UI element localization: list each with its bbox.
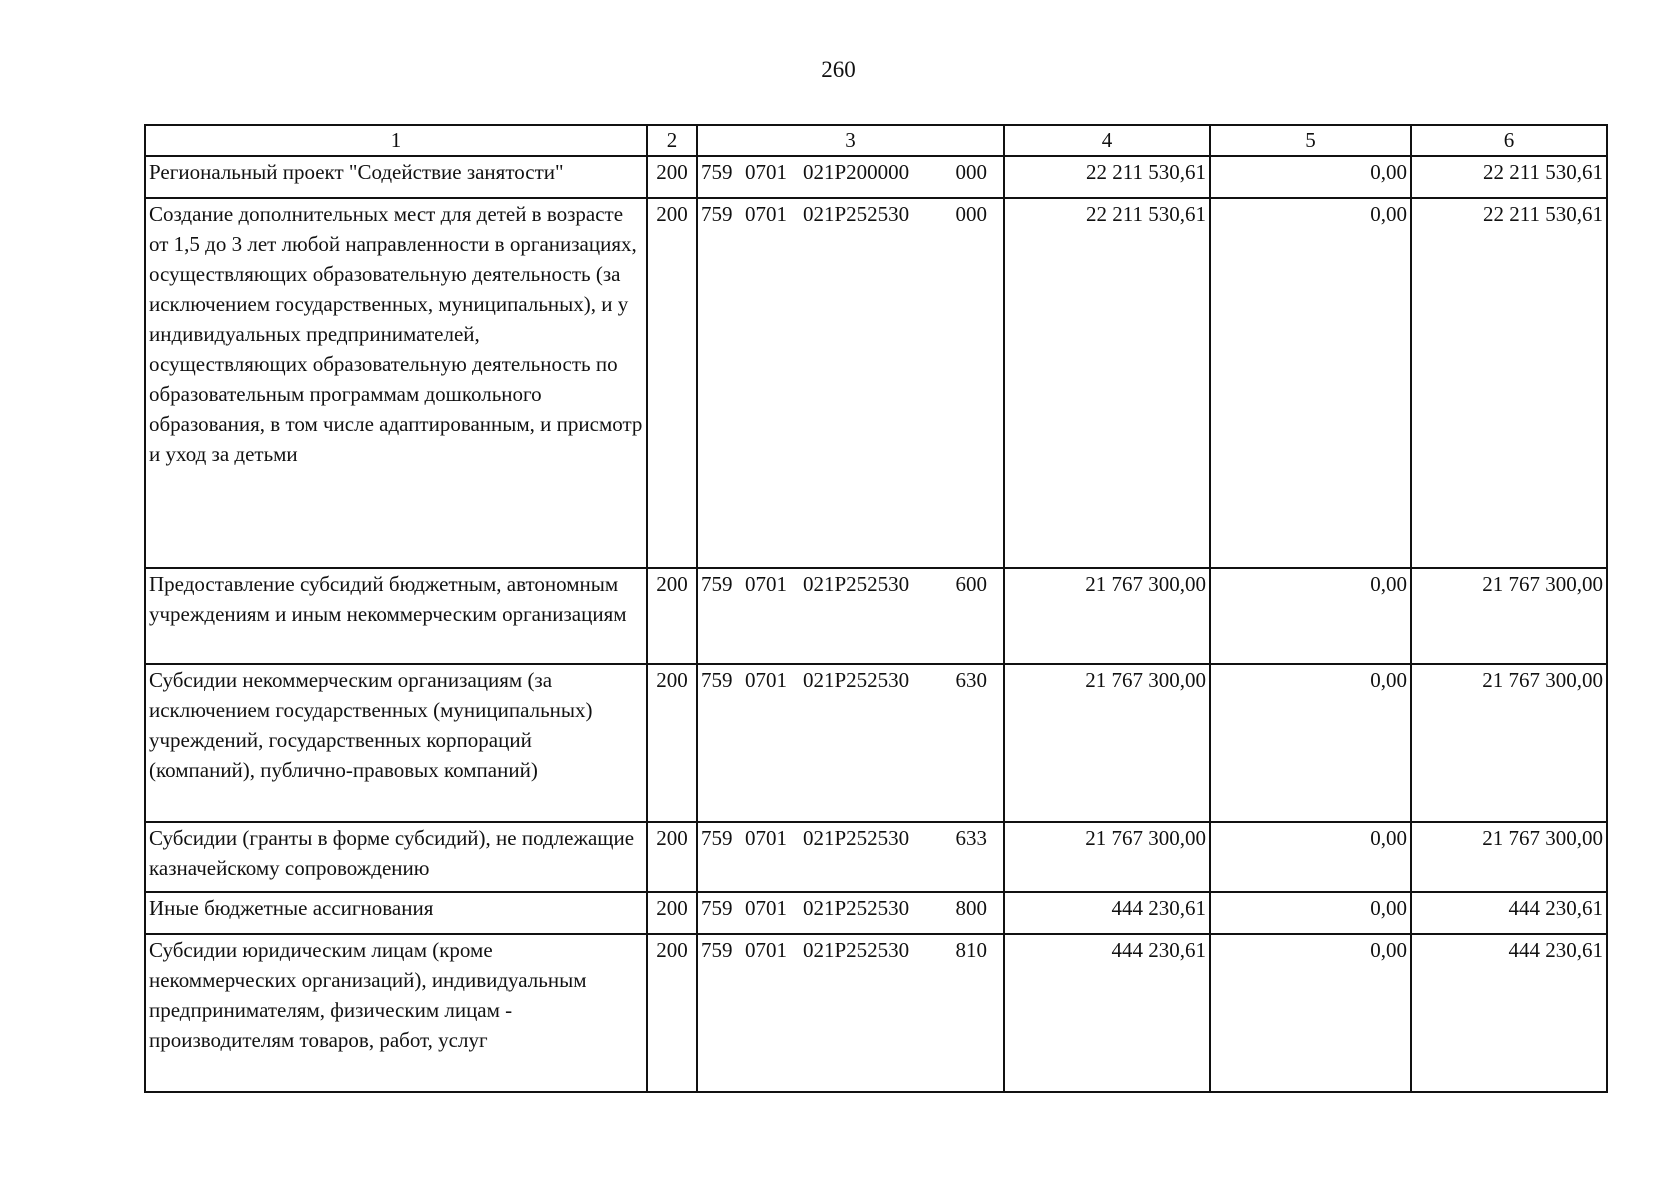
header-col-2: 2 (647, 125, 697, 156)
code-admin: 759 (701, 826, 733, 850)
table-row (145, 664, 1607, 822)
row-total: 21 767 300,00 (1411, 664, 1607, 822)
row-name: Предоставление субсидий бюджетным, автономным учреждениям и иным некоммерческим организациям (145, 568, 647, 664)
code-expense-type: 600 (955, 572, 987, 596)
code-target-article: 021P252530 (803, 202, 910, 226)
table-row (145, 156, 1607, 198)
code-admin: 759 (701, 202, 733, 226)
header-col-1: 1 (145, 125, 647, 156)
header-col-5: 5 (1210, 125, 1411, 156)
row-total: 22 211 530,61 (1411, 156, 1607, 198)
code-section: 0701 (745, 826, 787, 850)
row-total: 444 230,61 (1411, 892, 1607, 934)
row-amount: 21 767 300,00 (1004, 568, 1210, 664)
code-section: 0701 (745, 896, 787, 920)
row-code (697, 156, 1004, 198)
code-expense-type: 800 (955, 896, 987, 920)
header-col-4: 4 (1004, 125, 1210, 156)
code-admin: 759 (701, 160, 733, 184)
row-total: 444 230,61 (1411, 934, 1607, 1092)
row-name: Субсидии юридическим лицам (кроме некоммерческих организаций), индивидуальным предпринимателям, физическим лицам - производителям товаров, работ, услуг (145, 934, 647, 1092)
row-code (697, 568, 1004, 664)
row-code (697, 664, 1004, 822)
code-section: 0701 (745, 668, 787, 692)
row-change: 0,00 (1210, 934, 1411, 1092)
table-row (145, 568, 1607, 664)
code-expense-type: 810 (955, 938, 987, 962)
row-amount: 444 230,61 (1004, 892, 1210, 934)
code-section: 0701 (745, 572, 787, 596)
row-change: 0,00 (1210, 822, 1411, 892)
code-target-article: 021P252530 (803, 938, 910, 962)
table-row (145, 822, 1607, 892)
code-section: 0701 (745, 202, 787, 226)
table-header (145, 125, 1607, 156)
code-expense-type: 630 (955, 668, 987, 692)
row-name: Региональный проект "Содействие занятости" (145, 156, 647, 198)
code-admin: 759 (701, 896, 733, 920)
row-change: 0,00 (1210, 198, 1411, 568)
code-target-article: 021P200000 (803, 160, 910, 184)
row-name: Субсидии некоммерческим организациям (за исключением государственных (муниципальных) учреждений, государственных корпораций (компаний), публично-правовых компаний) (145, 664, 647, 822)
header-col-6: 6 (1411, 125, 1607, 156)
code-expense-type: 000 (955, 202, 987, 226)
row-total: 22 211 530,61 (1411, 198, 1607, 568)
header-row (145, 125, 1607, 156)
row-grbs: 200 (647, 156, 697, 198)
row-change: 0,00 (1210, 664, 1411, 822)
row-amount: 21 767 300,00 (1004, 664, 1210, 822)
row-total: 21 767 300,00 (1411, 568, 1607, 664)
code-target-article: 021P252530 (803, 896, 910, 920)
row-grbs: 200 (647, 664, 697, 822)
row-change: 0,00 (1210, 568, 1411, 664)
row-grbs: 200 (647, 822, 697, 892)
row-name: Субсидии (гранты в форме субсидий), не подлежащие казначейскому сопровождению (145, 822, 647, 892)
code-expense-type: 633 (955, 826, 987, 850)
row-code (697, 198, 1004, 568)
header-col-3: 3 (697, 125, 1004, 156)
row-amount: 22 211 530,61 (1004, 156, 1210, 198)
row-code (697, 892, 1004, 934)
code-admin: 759 (701, 572, 733, 596)
budget-table (144, 124, 1608, 1093)
code-section: 0701 (745, 938, 787, 962)
row-grbs: 200 (647, 892, 697, 934)
table-row (145, 198, 1607, 568)
table-body (145, 156, 1607, 1092)
row-amount: 21 767 300,00 (1004, 822, 1210, 892)
row-code (697, 822, 1004, 892)
code-admin: 759 (701, 938, 733, 962)
row-total: 21 767 300,00 (1411, 822, 1607, 892)
row-name: Создание дополнительных мест для детей в возрасте от 1,5 до 3 лет любой направленности в организациях, осуществляющих образовательную деятельность (за исключением государственных, муниципальных), и у индивидуальных предпринимателей, осуществляющих образовательную деятельность по образовательным программам дошкольного образования, в том числе адаптированным, и присмотр и уход за детьми (145, 198, 647, 568)
page-number: 260 (821, 57, 856, 82)
row-name: Иные бюджетные ассигнования (145, 892, 647, 934)
code-target-article: 021P252530 (803, 668, 910, 692)
table-row (145, 934, 1607, 1092)
table-row (145, 892, 1607, 934)
row-amount: 444 230,61 (1004, 934, 1210, 1092)
row-change: 0,00 (1210, 892, 1411, 934)
row-grbs: 200 (647, 934, 697, 1092)
code-target-article: 021P252530 (803, 826, 910, 850)
row-grbs: 200 (647, 568, 697, 664)
row-change: 0,00 (1210, 156, 1411, 198)
row-grbs: 200 (647, 198, 697, 568)
code-target-article: 021P252530 (803, 572, 910, 596)
row-amount: 22 211 530,61 (1004, 198, 1210, 568)
code-expense-type: 000 (955, 160, 987, 184)
row-code (697, 934, 1004, 1092)
code-section: 0701 (745, 160, 787, 184)
code-admin: 759 (701, 668, 733, 692)
